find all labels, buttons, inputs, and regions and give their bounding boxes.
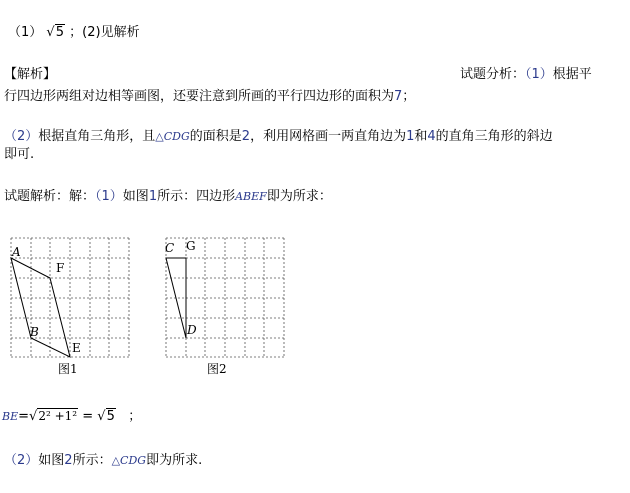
part2-answer-fig: 2: [64, 453, 73, 468]
answer-sqrt-value: 5: [55, 25, 64, 40]
solution-text-c: 所示：四边形: [157, 189, 236, 204]
formula-eq1: =: [18, 409, 30, 424]
part2-answer-b: 所示：: [72, 453, 112, 468]
figure-1-label: 图1: [58, 362, 78, 376]
part1-number: （1）: [525, 67, 553, 82]
sqrt-icon: √: [46, 25, 55, 40]
part2-number: （2）: [4, 129, 39, 144]
solution-fig-number: 1: [148, 189, 158, 204]
part2-text-d: 的直角三角形的斜边: [435, 129, 553, 144]
solution-text-d: 即为所求：: [266, 189, 332, 204]
part1-line2: [4, 88, 415, 106]
point-c-label: C: [165, 241, 175, 255]
part2-triangle: △CDG: [155, 130, 190, 143]
answer-separator: ；(2): [69, 25, 101, 40]
point-g-label: G: [186, 239, 196, 253]
point-a-label: A: [12, 245, 21, 259]
figure-2: [160, 228, 295, 380]
figure-2-grid: [166, 238, 284, 357]
part1-text-b: 行四边形两组对边相等画图，还要注意到所画的平行四边形的面积为: [4, 89, 395, 104]
part1-area: 7: [394, 89, 403, 104]
formula-result: 5: [106, 409, 115, 424]
part2-line1: [4, 128, 553, 146]
figure-2-label: 图2: [207, 362, 227, 376]
solution-line: [4, 188, 332, 206]
part2-text-c: ，利用网格画一两直角边为: [250, 129, 407, 144]
figure-1: [0, 228, 140, 380]
part2-area: 2: [241, 129, 251, 144]
formula-lhs: BE: [2, 410, 19, 423]
part2-and: 和: [414, 129, 428, 144]
answer-see: 见解析: [100, 25, 140, 40]
solution-quadrilateral: ABEF: [235, 190, 267, 203]
formula-eq2: =: [82, 409, 94, 424]
analysis-intro: 试题分析：: [460, 67, 526, 82]
part2-text-a: 根据直角三角形，且: [38, 129, 156, 144]
part2-answer: [4, 452, 202, 470]
part2-answer-c: 即为所求.: [146, 453, 203, 468]
part2-answer-triangle: △CDG: [111, 454, 147, 467]
formula-radicand: 2² +1²: [38, 409, 78, 423]
part2-four: 4: [427, 129, 436, 144]
part2-answer-number: （2）: [4, 453, 39, 468]
point-b-label: B: [30, 325, 39, 339]
be-formula: [2, 406, 141, 427]
part2-text-e: 即可.: [4, 147, 35, 162]
part2-one: 1: [406, 129, 415, 144]
figure-1-grid: [11, 238, 129, 357]
sqrt-icon: √: [29, 409, 38, 424]
point-d-label: D: [187, 323, 197, 337]
answer-part1: （1）: [8, 25, 43, 40]
answer-line: [8, 24, 140, 42]
sqrt-icon: √: [97, 409, 106, 424]
point-f-label: F: [56, 261, 65, 275]
part2-answer-a: 如图: [38, 453, 65, 468]
part1-text-a: 根据平: [552, 67, 592, 82]
part1-end: ；: [402, 89, 416, 104]
solution-number: （1）: [95, 189, 123, 204]
analysis-part1-head: [460, 66, 592, 84]
analysis-title: 【解析】: [4, 67, 57, 82]
solution-text-a: 试题解析：解：: [4, 189, 96, 204]
formula-end: ；: [128, 409, 142, 424]
solution-text-b: 如图: [122, 189, 149, 204]
point-e-label: E: [72, 341, 81, 355]
part2-text-b: 的面积是: [189, 129, 242, 144]
